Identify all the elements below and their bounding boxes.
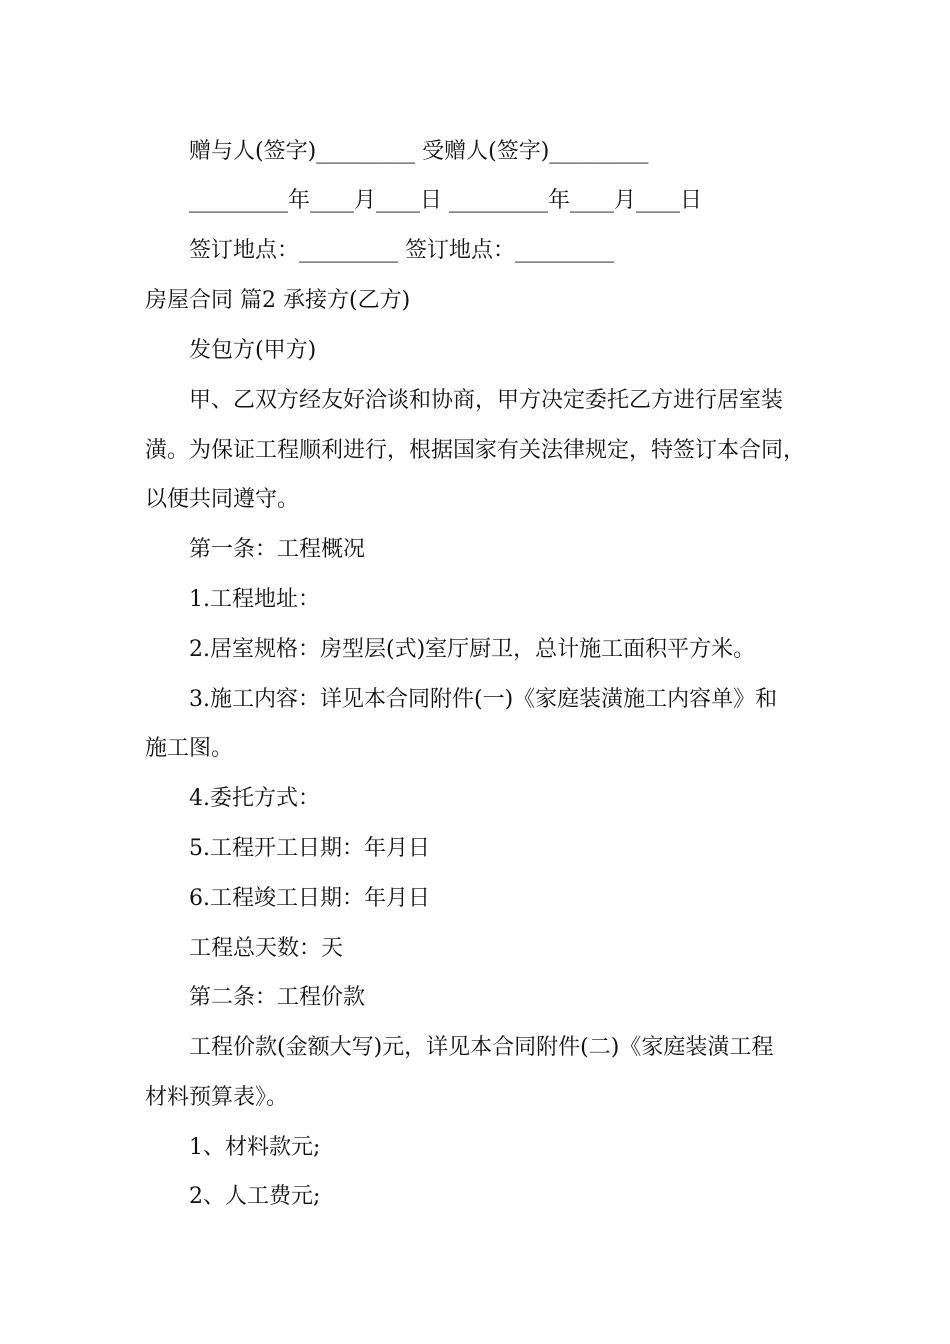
article-2-item-2: 2、人工费元; [189,1184,321,1209]
party-a-label: 发包方(甲方) [189,338,317,363]
article-2-title: 第二条：工程价款 [189,985,366,1010]
intro-line-2: 潢。为保证工程顺利进行，根据国家有关法律规定，特签订本合同， [145,438,806,463]
article-1-item-1: 1.工程地址： [189,587,320,612]
signature-row-places: 签订地点：_________ 签订地点：_________ [189,238,614,263]
article-1-item-5: 5.工程开工日期：年月日 [189,836,430,861]
article-1-title: 第一条：工程概况 [189,537,366,562]
article-1-item-2: 2.居室规格：房型层(式)室厅厨卫，总计施工面积平方米。 [189,637,756,662]
article-2-text-line-1: 工程价款(金额大写)元，详见本合同附件(二)《家庭装潢工程 [189,1035,774,1060]
article-2-text-line-2: 材料预算表》。 [145,1085,289,1110]
article-1-item-3: 3.施工内容：详见本合同附件(一)《家庭装潢施工内容单》和 [189,687,778,712]
intro-line-3: 以便共同遵守。 [145,487,300,512]
article-1-item-4: 4.委托方式： [189,786,320,811]
contract-heading: 房屋合同 篇2 承接方(乙方) [145,288,411,313]
signature-row-dates: _________年____月____日 _________年____月____日 [189,188,702,213]
intro-line-1: 甲、乙双方经友好洽谈和协商，甲方决定委托乙方进行居室装 [189,388,784,413]
article-2-item-1: 1、材料款元; [189,1135,321,1160]
article-1-item-3-continued: 施工图。 [145,736,234,761]
signature-row-signers: 赠与人(签字)_________ 受赠人(签字)_________ [189,139,649,164]
article-1-total-days: 工程总天数：天 [189,936,344,961]
article-1-item-6: 6.工程竣工日期：年月日 [189,886,430,911]
